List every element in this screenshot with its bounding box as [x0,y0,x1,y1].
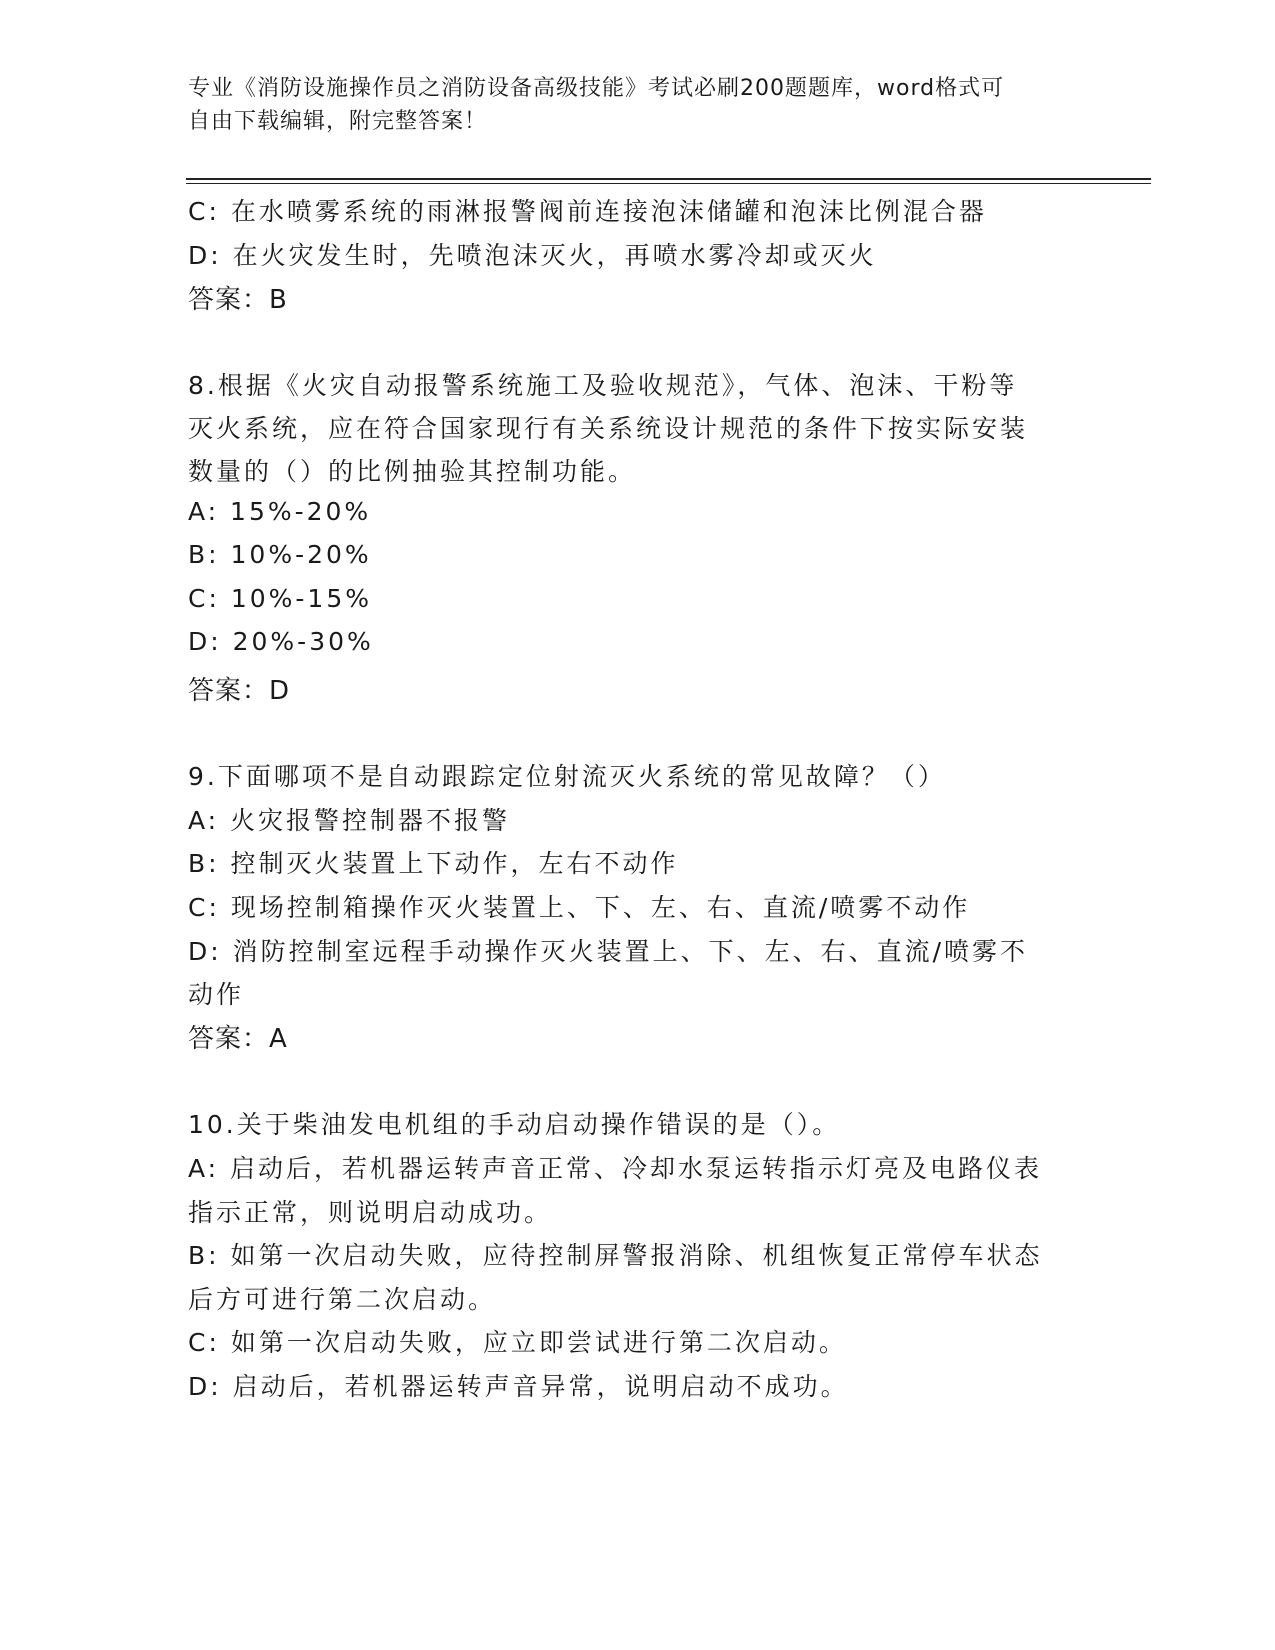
q10-option-a-line-1: A: 启动后，若机器运转声音正常、冷却水泵运转指示灯亮及电路仪表 [188,1154,1043,1183]
q9-option-d-line-1: D: 消防控制室远程手动操作灭火装置上、下、左、右、直流/喷雾不 [188,937,1029,966]
q8-question-line-1: 8.根据《火灾自动报警系统施工及验收规范》，气体、泡沫、干粉等 [188,371,1018,400]
q10-option-d: D: 启动后，若机器运转声音异常，说明启动不成功。 [188,1372,849,1401]
q7-option-c: C: 在水喷雾系统的雨淋报警阀前连接泡沫储罐和泡沫比例混合器 [188,197,987,226]
header-divider-thin [186,183,1151,184]
q8-question-line-3: 数量的（）的比例抽验其控制功能。 [188,457,637,486]
header-divider [186,178,1151,180]
q10-option-b-line-2: 后方可进行第二次启动。 [188,1285,497,1314]
document-header [188,72,1088,138]
q10-option-a-line-2: 指示正常，则说明启动成功。 [188,1198,553,1227]
q8-option-c: C: 10%-15% [188,584,372,613]
q8-option-a: A: 15%-20% [188,497,372,526]
q8-option-d: D: 20%-30% [188,627,374,656]
q8-question-line-2: 灭火系统，应在符合国家现行有关系统设计规范的条件下按实际安装 [188,414,1029,443]
q9-answer: 答案：A [188,1024,288,1054]
q9-option-c: C: 现场控制箱操作灭火装置上、下、左、右、直流/喷雾不动作 [188,893,971,922]
header-line-2: 自由下载编辑，附完整答案！ [188,109,488,134]
header-line-1: 专业《消防设施操作员之消防设备高级技能》考试必刷200题题库，word格式可 [188,76,1005,101]
q9-option-b: B: 控制灭火装置上下动作，左右不动作 [188,849,679,878]
q7-answer: 答案：B [188,285,288,315]
q10-option-c: C: 如第一次启动失败，应立即尝试进行第二次启动。 [188,1328,847,1357]
q10-question-line-1: 10.关于柴油发电机组的手动启动操作错误的是（）。 [188,1110,841,1139]
q10-option-b-line-1: B: 如第一次启动失败，应待控制屏警报消除、机组恢复正常停车状态 [188,1241,1043,1270]
q9-option-a: A: 火灾报警控制器不报警 [188,806,511,835]
q8-answer: 答案：D [188,676,291,706]
q7-option-d: D: 在火灾发生时，先喷泡沫灭火，再喷水雾冷却或灭火 [188,241,877,270]
q8-option-b: B: 10%-20% [188,540,372,569]
q9-option-d-line-2: 动作 [188,980,245,1009]
q9-question-line-1: 9.下面哪项不是自动跟踪定位射流灭火系统的常见故障？（） [188,762,946,791]
